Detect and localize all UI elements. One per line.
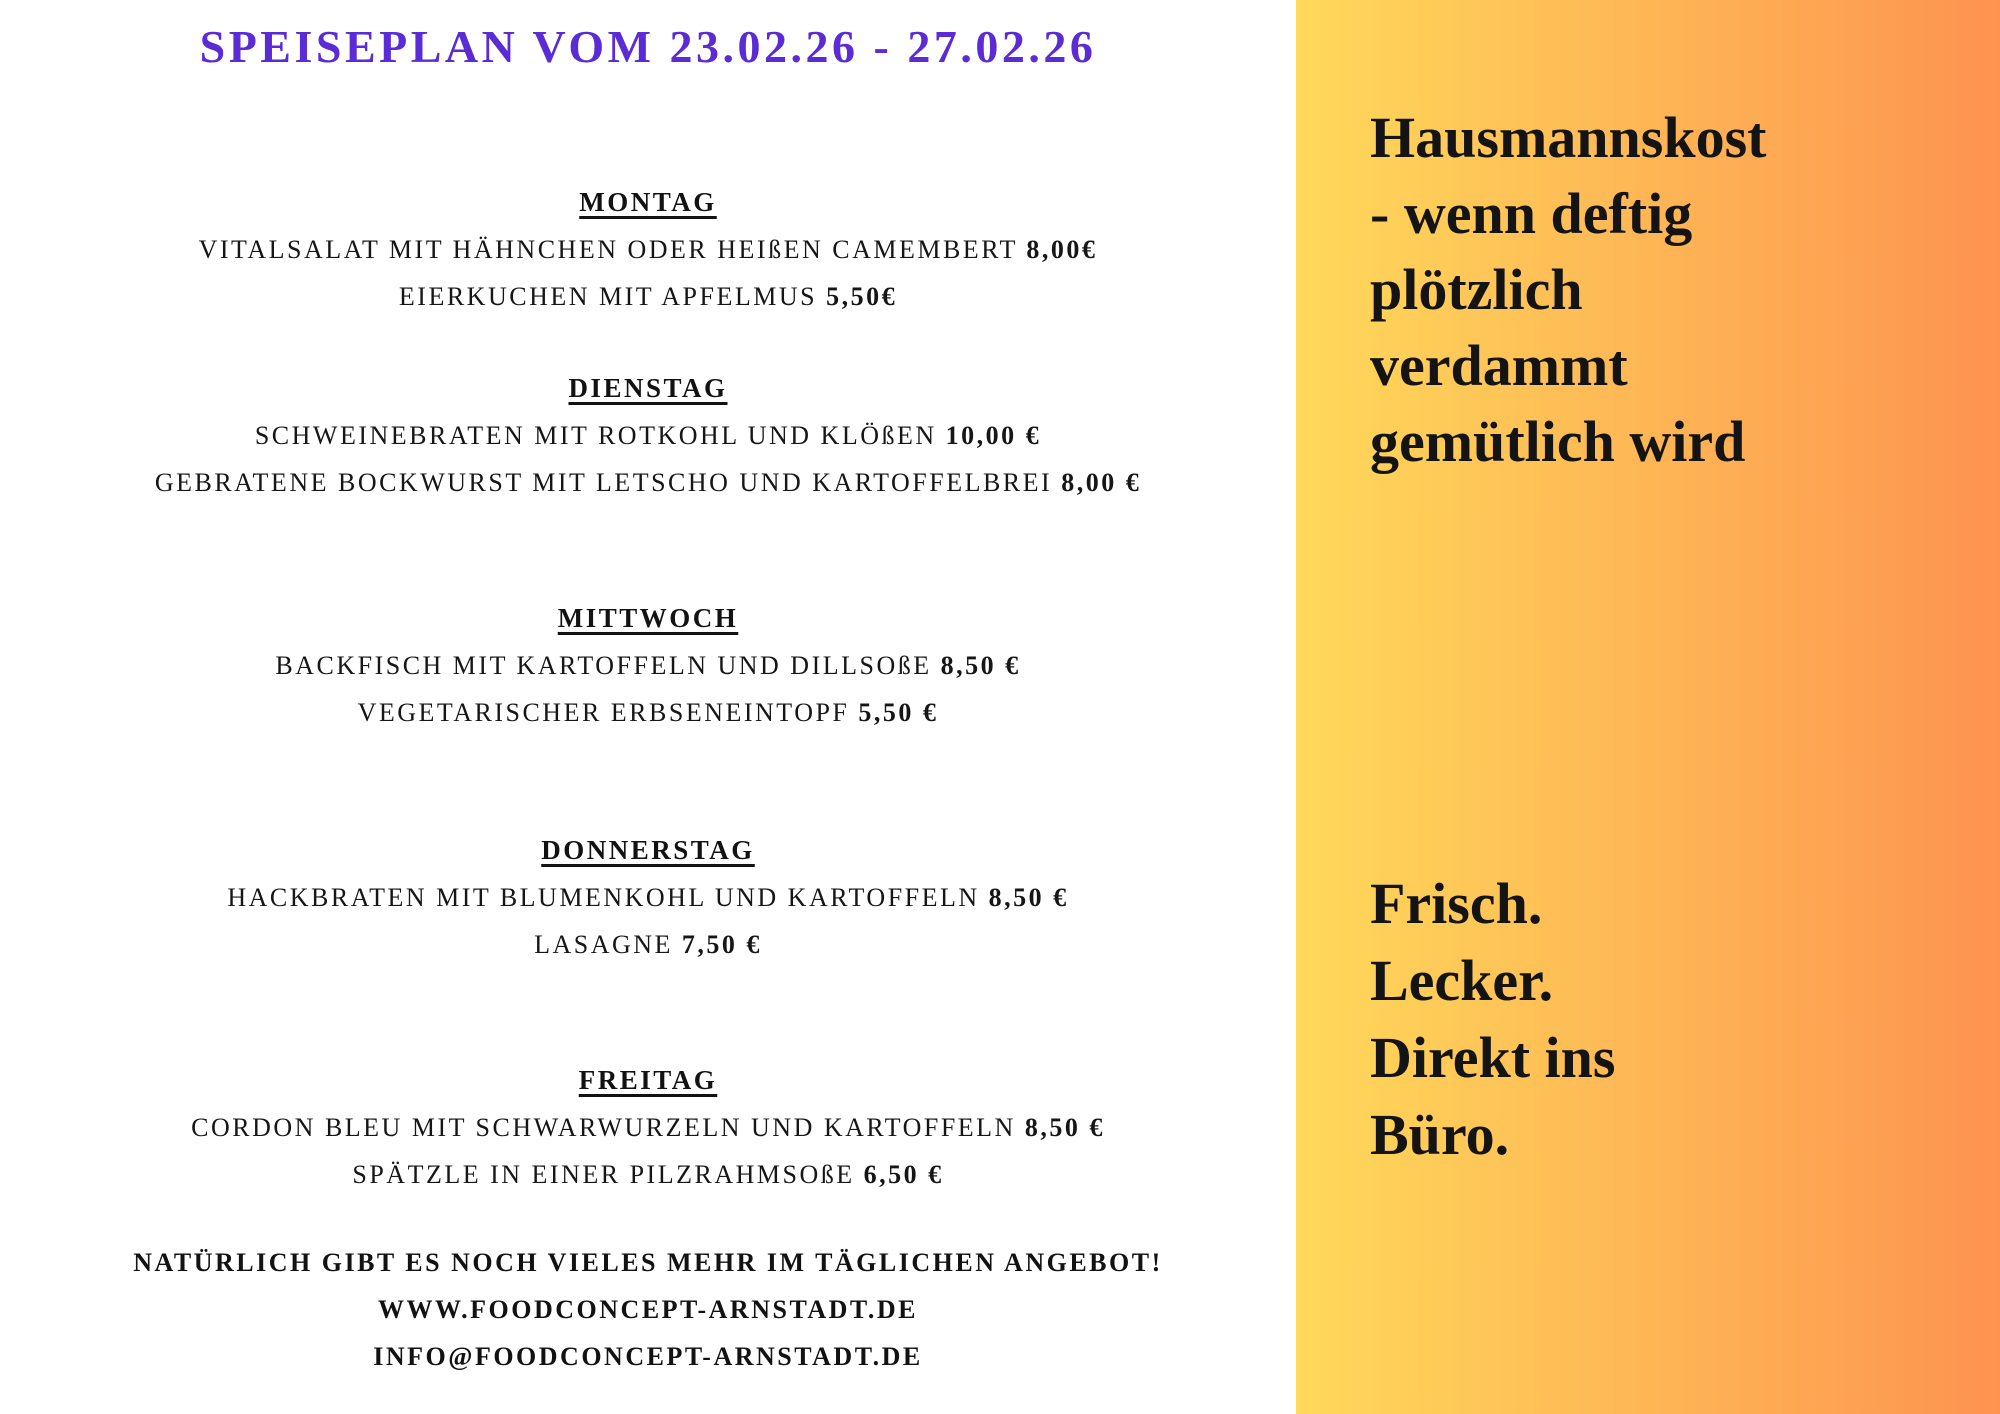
- menu-item-name: EIERKUCHEN MIT APFELMUS: [398, 282, 818, 311]
- menu-item-price: 8,00 €: [1061, 468, 1142, 497]
- headline-line: verdammt: [1370, 333, 1628, 398]
- menu-item: [0, 412, 1296, 459]
- menu-item: [0, 921, 1296, 968]
- footer-email: INFO@FOODCONCEPT-ARNSTADT.DE: [373, 1342, 923, 1371]
- menu-item-price: 8,00€: [1026, 235, 1098, 264]
- headline-line: gemütlich wird: [1370, 409, 1746, 474]
- menu-item-name: VEGETARISCHER ERBSENEINTOPF: [357, 698, 850, 727]
- headline-line: plötzlich: [1370, 257, 1583, 322]
- headline-line: Hausmannskost: [1370, 105, 1767, 170]
- menu-section-donnerstag: [0, 827, 1296, 968]
- menu-item-price: 8,50 €: [940, 651, 1021, 680]
- menu-item-name: SCHWEINEBRATEN MIT ROTKOHL UND KLÖßEN: [254, 421, 937, 450]
- menu-item-name: LASAGNE: [534, 930, 673, 959]
- menu-item: [0, 642, 1296, 689]
- menu-item: [0, 273, 1296, 320]
- day-heading-montag: MONTAG: [579, 187, 717, 217]
- menu-item: [0, 1104, 1296, 1151]
- menu-item-price: 7,50 €: [681, 930, 762, 959]
- tagline-line: Lecker.: [1370, 948, 1554, 1013]
- footer-note: NATÜRLICH GIBT ES NOCH VIELES MEHR IM TÄGLICHEN ANGEBOT!: [133, 1248, 1163, 1277]
- menu-footer: [0, 1239, 1296, 1380]
- day-heading-mittwoch: MITTWOCH: [557, 603, 739, 633]
- day-heading-freitag: FREITAG: [578, 1065, 718, 1095]
- menu-item-name: VITALSALAT MIT HÄHNCHEN ODER HEIßEN CAMEMBERT: [198, 235, 1018, 264]
- tagline-line: Frisch.: [1370, 871, 1543, 936]
- menu-item-name: BACKFISCH MIT KARTOFFELN UND DILLSOßE: [275, 651, 932, 680]
- menu-item-price: 10,00 €: [945, 421, 1042, 450]
- menu-section-dienstag: [0, 365, 1296, 506]
- menu-item-price: 6,50 €: [863, 1160, 944, 1189]
- menu-item: [0, 459, 1296, 506]
- day-heading-donnerstag: DONNERSTAG: [541, 835, 755, 865]
- menu-section-montag: [0, 179, 1296, 320]
- side-panel: [1296, 0, 2000, 1414]
- page-title: SPEISEPLAN VOM 23.02.26 - 27.02.26: [199, 21, 1097, 72]
- menu-item: [0, 874, 1296, 921]
- menu-item-price: 8,50 €: [988, 883, 1069, 912]
- menu-section-freitag: [0, 1057, 1296, 1198]
- footer-website: WWW.FOODCONCEPT-ARNSTADT.DE: [378, 1295, 918, 1324]
- tagline-line: Direkt ins: [1370, 1025, 1616, 1090]
- headline-line: - wenn deftig: [1370, 181, 1693, 246]
- menu-item: [0, 689, 1296, 736]
- tagline-line: Büro.: [1370, 1102, 1510, 1167]
- menu-item-name: CORDON BLEU MIT SCHWARWURZELN UND KARTOFFELN: [191, 1113, 1016, 1142]
- day-heading-dienstag: DIENSTAG: [568, 373, 728, 403]
- menu-item-price: 5,50€: [826, 282, 898, 311]
- menu-section-mittwoch: [0, 595, 1296, 736]
- menu-item: [0, 1151, 1296, 1198]
- menu-item-name: GEBRATENE BOCKWURST MIT LETSCHO UND KARTOFFELBREI: [154, 468, 1053, 497]
- side-panel-tagline: [1370, 865, 1960, 1173]
- menu-item-name: HACKBRATEN MIT BLUMENKOHL UND KARTOFFELN: [227, 883, 980, 912]
- menu-item-name: SPÄTZLE IN EINER PILZRAHMSOßE: [352, 1160, 855, 1189]
- menu-item-price: 8,50 €: [1024, 1113, 1105, 1142]
- side-panel-headline: [1370, 100, 1960, 480]
- menu-item: [0, 226, 1296, 273]
- menu-item-price: 5,50 €: [858, 698, 939, 727]
